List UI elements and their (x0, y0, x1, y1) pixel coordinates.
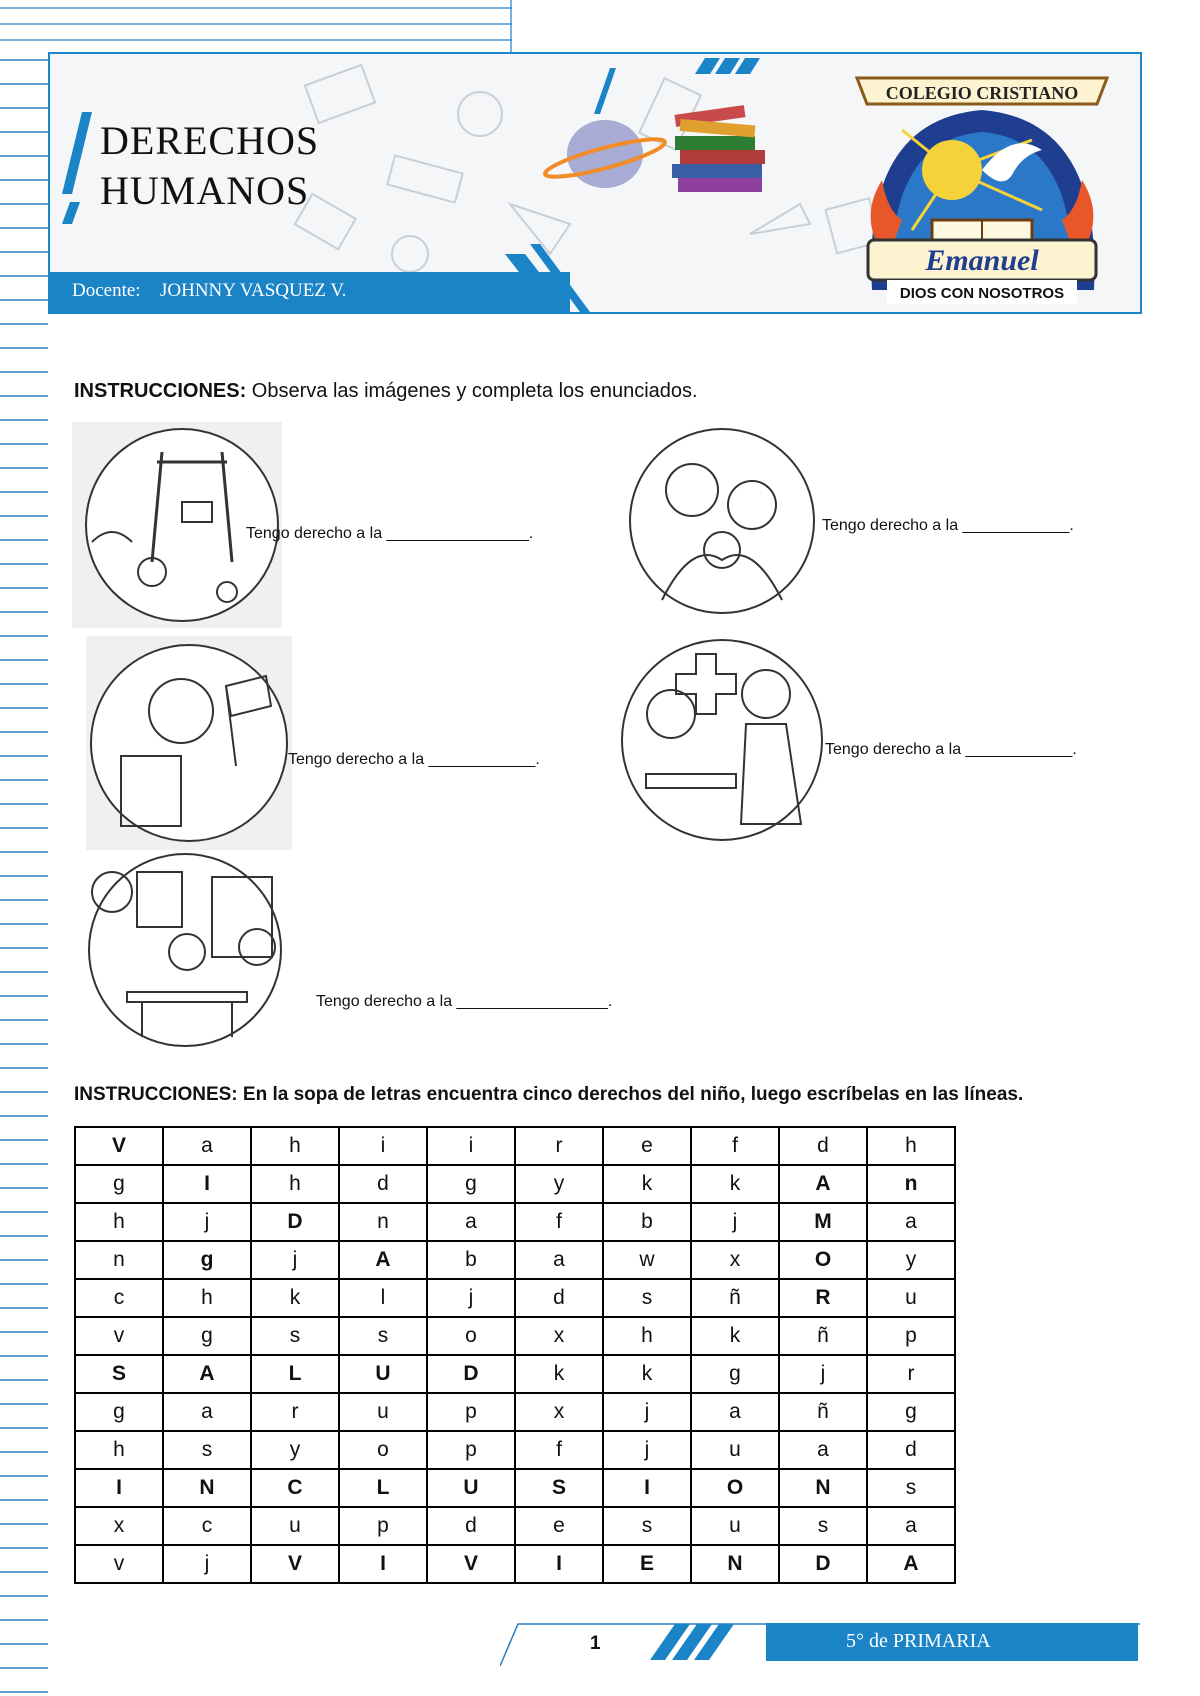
sentence-4: Tengo derecho a la ____________. (825, 741, 1077, 758)
grid-cell: u (251, 1507, 339, 1545)
title-line-1: DERECHOS (100, 118, 320, 163)
sentence-2: Tengo derecho a la ____________. (822, 517, 1074, 534)
grid-cell: y (515, 1165, 603, 1203)
grid-cell: g (427, 1165, 515, 1203)
grid-cell: k (691, 1317, 779, 1355)
grid-row (75, 1507, 955, 1545)
grid-cell: y (867, 1241, 955, 1279)
grid-cell: h (603, 1317, 691, 1355)
grid-cell: g (867, 1393, 955, 1431)
grid-cell: s (163, 1431, 251, 1469)
notebook-lines (0, 0, 48, 1696)
grid-cell: g (75, 1393, 163, 1431)
grid-cell: O (779, 1241, 867, 1279)
grid-cell: h (251, 1165, 339, 1203)
grid-cell: U (427, 1469, 515, 1507)
grid-cell: d (515, 1279, 603, 1317)
grid-cell: u (691, 1507, 779, 1545)
grid-cell: g (75, 1165, 163, 1203)
grid-cell: j (251, 1241, 339, 1279)
grid-cell: f (691, 1127, 779, 1165)
instructions-1 (74, 380, 698, 403)
grid-cell: x (515, 1317, 603, 1355)
grid-cell: n (339, 1203, 427, 1241)
instructions-2: INSTRUCCIONES: En la sopa de letras encuentra cinco derechos del niño, luego escríbelas en las líneas. (74, 1084, 1024, 1105)
grid-row (75, 1279, 955, 1317)
grid-cell: D (779, 1545, 867, 1583)
grid-row (75, 1431, 955, 1469)
grid-cell: v (75, 1545, 163, 1583)
grid-row (75, 1165, 955, 1203)
grid-cell: A (339, 1241, 427, 1279)
grid-cell: u (339, 1393, 427, 1431)
instructions-label: INSTRUCCIONES: (74, 380, 247, 402)
title-line-2: HUMANOS (100, 168, 310, 213)
grid-cell: o (339, 1431, 427, 1469)
grid-cell: N (691, 1545, 779, 1583)
grid-cell: s (603, 1279, 691, 1317)
grade-label: 5° de PRIMARIA (846, 1630, 991, 1652)
page-number: 1 (590, 1633, 601, 1654)
family-image (622, 420, 822, 622)
grid-cell: p (427, 1431, 515, 1469)
grid-cell: R (779, 1279, 867, 1317)
grid-cell: b (427, 1241, 515, 1279)
grid-cell: a (163, 1127, 251, 1165)
grid-cell: x (691, 1241, 779, 1279)
grid-cell: d (427, 1507, 515, 1545)
grid-cell: r (251, 1393, 339, 1431)
grid-cell: s (779, 1507, 867, 1545)
grid-cell: a (691, 1393, 779, 1431)
grid-row (75, 1203, 955, 1241)
grid-cell: I (515, 1545, 603, 1583)
grid-cell: d (339, 1165, 427, 1203)
grid-cell: f (515, 1203, 603, 1241)
logo-name-text: Emanuel (925, 244, 1039, 277)
grid-cell: I (75, 1469, 163, 1507)
grid-cell: x (75, 1507, 163, 1545)
grid-cell: V (427, 1545, 515, 1583)
grid-cell: a (867, 1203, 955, 1241)
grid-cell: u (691, 1431, 779, 1469)
grid-cell: D (427, 1355, 515, 1393)
grid-cell: g (163, 1241, 251, 1279)
grade-bar (766, 1623, 1138, 1661)
grid-row (75, 1127, 955, 1165)
grid-cell: h (75, 1431, 163, 1469)
grid-cell: d (779, 1127, 867, 1165)
grid-cell: k (515, 1355, 603, 1393)
grid-cell: U (339, 1355, 427, 1393)
grid-cell: g (691, 1355, 779, 1393)
word-search-grid (74, 1126, 956, 1584)
sentence-5: Tengo derecho a la _________________. (316, 993, 613, 1010)
grid-cell: N (163, 1469, 251, 1507)
grid-cell: N (779, 1469, 867, 1507)
grid-cell: I (339, 1545, 427, 1583)
instructions-text: Observa las imágenes y completa los enunciados. (251, 380, 698, 402)
grid-cell: j (603, 1431, 691, 1469)
grid-cell: I (603, 1469, 691, 1507)
grid-cell: a (163, 1393, 251, 1431)
grid-cell: E (603, 1545, 691, 1583)
logo-top-text: COLEGIO CRISTIANO (885, 83, 1079, 103)
grid-cell: k (251, 1279, 339, 1317)
planet-image (543, 120, 668, 188)
grid-cell: L (251, 1355, 339, 1393)
grid-cell: v (75, 1317, 163, 1355)
grid-row (75, 1469, 955, 1507)
grid-cell: j (691, 1203, 779, 1241)
grid-cell: j (163, 1545, 251, 1583)
grid-cell: S (515, 1469, 603, 1507)
grid-cell: D (251, 1203, 339, 1241)
grid-cell: i (339, 1127, 427, 1165)
grid-cell: w (603, 1241, 691, 1279)
grid-cell: a (427, 1203, 515, 1241)
grid-cell: A (867, 1545, 955, 1583)
grid-cell: A (163, 1355, 251, 1393)
classroom-image (72, 852, 298, 1048)
grid-cell: b (603, 1203, 691, 1241)
grid-cell: g (163, 1317, 251, 1355)
school-logo (832, 60, 1132, 305)
grid-cell: M (779, 1203, 867, 1241)
grid-cell: h (251, 1127, 339, 1165)
grid-cell: C (251, 1469, 339, 1507)
top-notebook-lines (0, 0, 512, 54)
grid-cell: j (779, 1355, 867, 1393)
grid-cell: c (75, 1279, 163, 1317)
teacher-bar (50, 272, 570, 312)
grid-cell: p (339, 1507, 427, 1545)
grid-cell: V (75, 1127, 163, 1165)
grid-cell: e (515, 1507, 603, 1545)
grid-cell: r (867, 1355, 955, 1393)
grid-cell: l (339, 1279, 427, 1317)
grid-row (75, 1241, 955, 1279)
grid-cell: S (75, 1355, 163, 1393)
books-image (672, 105, 765, 192)
grid-cell: s (867, 1469, 955, 1507)
sentence-3: Tengo derecho a la ____________. (288, 751, 540, 768)
page-title (100, 116, 319, 216)
grid-cell: r (515, 1127, 603, 1165)
grid-cell: p (867, 1317, 955, 1355)
grid-cell: k (603, 1165, 691, 1203)
grid-cell: a (515, 1241, 603, 1279)
doctor-image (616, 634, 828, 846)
grid-cell: o (427, 1317, 515, 1355)
grid-cell: A (779, 1165, 867, 1203)
teacher-name: JOHNNY VASQUEZ V. (160, 280, 347, 301)
grid-cell: k (691, 1165, 779, 1203)
grid-cell: s (251, 1317, 339, 1355)
identity-image (86, 636, 292, 850)
grid-cell: i (427, 1127, 515, 1165)
grid-cell: ñ (779, 1317, 867, 1355)
grid-cell: L (339, 1469, 427, 1507)
grid-cell: n (867, 1165, 955, 1203)
grid-row (75, 1393, 955, 1431)
grid-cell: j (603, 1393, 691, 1431)
grid-cell: ñ (779, 1393, 867, 1431)
header-banner (48, 52, 1142, 314)
grid-cell: c (163, 1507, 251, 1545)
grid-cell: p (427, 1393, 515, 1431)
grid-cell: h (867, 1127, 955, 1165)
grid-cell: h (75, 1203, 163, 1241)
grid-cell: a (867, 1507, 955, 1545)
grid-cell: f (515, 1431, 603, 1469)
grid-cell: I (163, 1165, 251, 1203)
grid-cell: O (691, 1469, 779, 1507)
grid-cell: d (867, 1431, 955, 1469)
grid-cell: u (867, 1279, 955, 1317)
grid-cell: j (427, 1279, 515, 1317)
grid-cell: s (603, 1507, 691, 1545)
grid-row (75, 1355, 955, 1393)
grid-cell: V (251, 1545, 339, 1583)
grid-cell: h (163, 1279, 251, 1317)
grid-cell: x (515, 1393, 603, 1431)
grid-cell: a (779, 1431, 867, 1469)
grid-cell: s (339, 1317, 427, 1355)
grid-cell: k (603, 1355, 691, 1393)
grid-cell: j (163, 1203, 251, 1241)
sentence-1: Tengo derecho a la ________________. (246, 525, 534, 542)
grid-row (75, 1545, 955, 1583)
grid-cell: e (603, 1127, 691, 1165)
grid-cell: ñ (691, 1279, 779, 1317)
grid-cell: y (251, 1431, 339, 1469)
grid-cell: n (75, 1241, 163, 1279)
grid-row (75, 1317, 955, 1355)
logo-motto-text: DIOS CON NOSOTROS (899, 285, 1065, 302)
teacher-label: Docente: (72, 280, 141, 301)
